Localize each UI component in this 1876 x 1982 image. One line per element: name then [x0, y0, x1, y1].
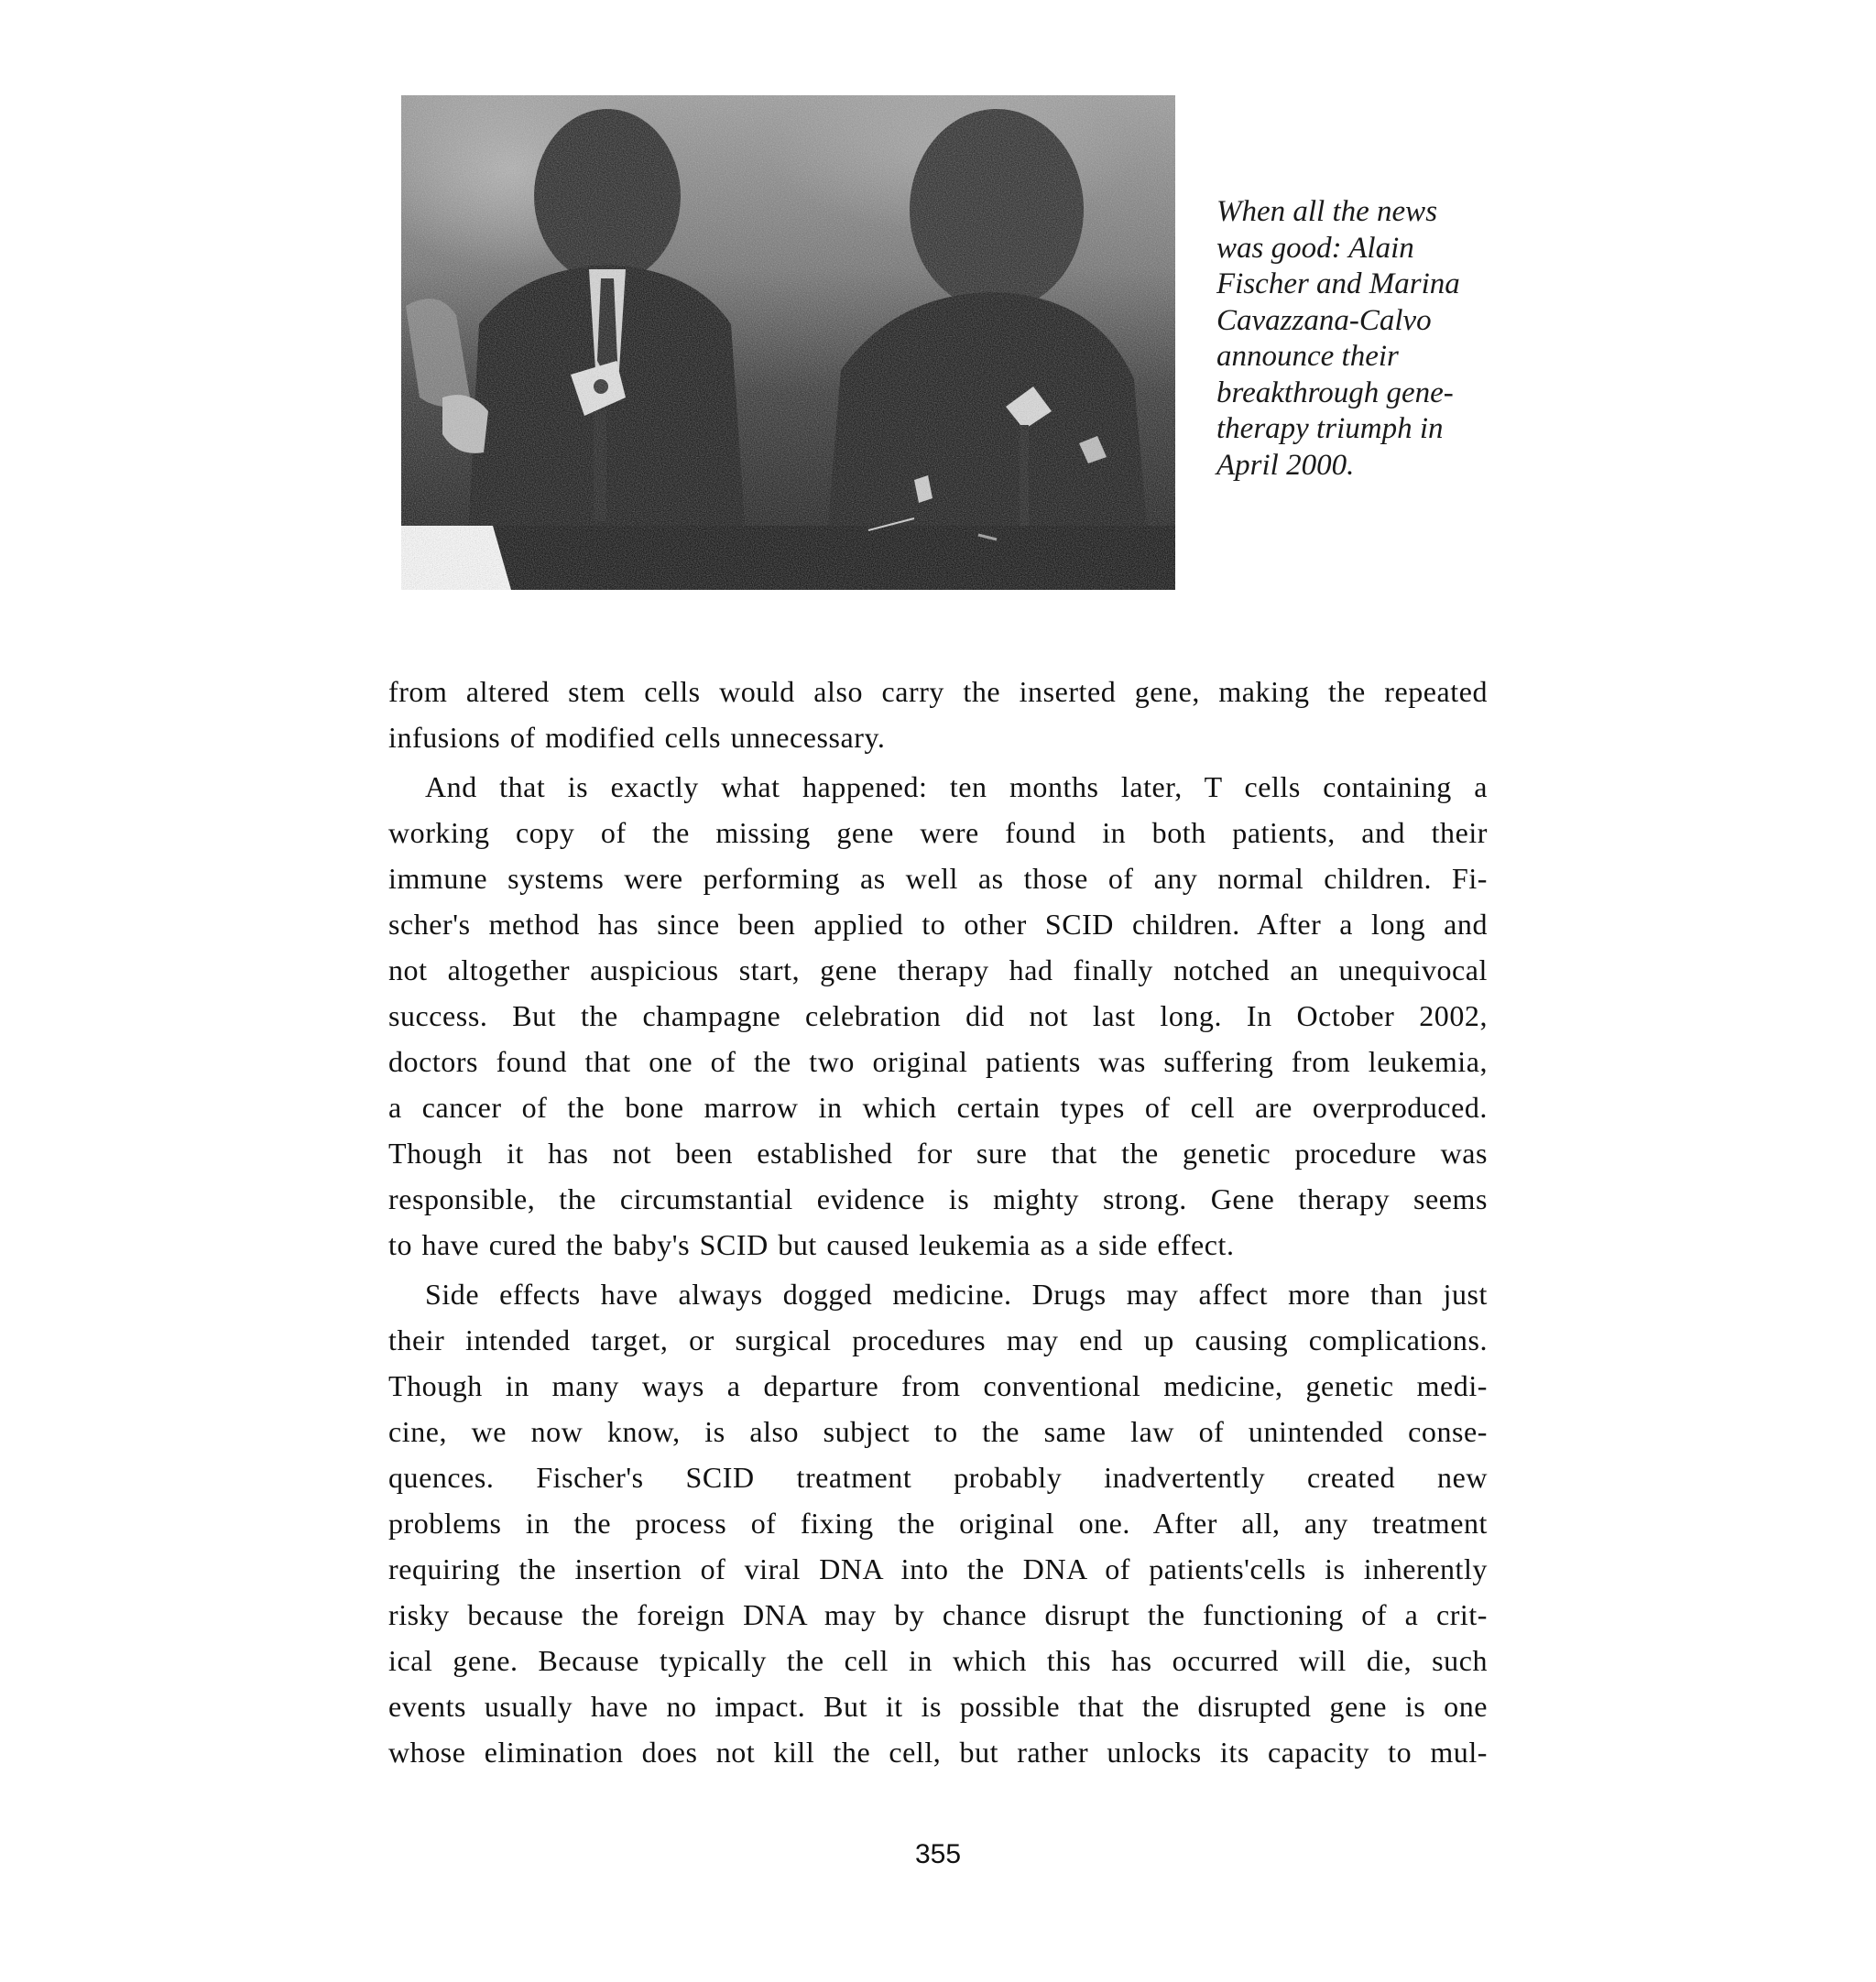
text-line: whose elimination does not kill the cell, but rather unlocks its capacity to mul-	[388, 1736, 1488, 1769]
text-line: responsible, the circumstantial evidence is mighty strong. Gene therapy seems	[388, 1182, 1488, 1215]
text-line: Though it has not been established for sure that the genetic procedure was	[388, 1137, 1488, 1170]
text-line: Though in many ways a departure from conventional medicine, genetic medi-	[388, 1369, 1488, 1402]
text-line: risky because the foreign DNA may by chance disrupt the functioning of a crit-	[388, 1598, 1488, 1631]
text-line: ical gene. Because typically the cell in which this has occurred will die, such	[388, 1644, 1488, 1677]
text-line: to have cured the baby's SCID but caused leukemia as a side effect.	[388, 1228, 1235, 1261]
text-line: doctors found that one of the two original patients was suffering from leukemia,	[388, 1045, 1488, 1078]
text-line: problems in the process of fixing the original one. After all, any treatment	[388, 1507, 1488, 1540]
caption-line: announce their	[1216, 340, 1399, 373]
paragraph-3	[388, 1271, 1488, 1775]
photo-illustration	[401, 95, 1175, 590]
caption-line: was good: Alain	[1216, 231, 1414, 265]
text-line: success. But the champagne celebration did not last long. In October 2002,	[388, 999, 1488, 1032]
caption-line: Fischer and Marina	[1216, 267, 1460, 300]
photo-caption	[1216, 194, 1491, 484]
text-line: requiring the insertion of viral DNA into the DNA of patients'cells is inherently	[388, 1552, 1488, 1585]
text-line: cine, we now know, is also subject to the same law of unintended conse-	[388, 1415, 1488, 1448]
press-conference-photo	[401, 95, 1175, 590]
text-line: Side effects have always dogged medicine. Drugs may affect more than just	[425, 1278, 1488, 1311]
text-line: immune systems were performing as well as those of any normal children. Fi-	[388, 862, 1488, 895]
caption-line: When all the news	[1216, 195, 1438, 228]
text-line: a cancer of the bone marrow in which certain types of cell are overproduced.	[388, 1091, 1488, 1124]
text-line: events usually have no impact. But it is possible that the disrupted gene is one	[388, 1690, 1488, 1723]
text-line: scher's method has since been applied to other SCID children. After a long and	[388, 908, 1488, 941]
caption-line: April 2000.	[1216, 448, 1355, 482]
text-line: And that is exactly what happened: ten months later, T cells containing a	[425, 770, 1488, 803]
body-text	[388, 669, 1488, 1775]
text-line: their intended target, or surgical procedures may end up causing complications.	[388, 1323, 1488, 1356]
text-line: infusions of modified cells unnecessary.	[388, 721, 886, 754]
caption-line: Cavazzana-Calvo	[1216, 303, 1432, 337]
caption-line: therapy triumph in	[1216, 412, 1444, 445]
page-number: 355	[914, 1839, 962, 1869]
caption-line: breakthrough gene-	[1216, 376, 1454, 409]
paragraph-2	[388, 764, 1488, 1268]
text-line: working copy of the missing gene were found in both patients, and their	[388, 816, 1488, 849]
paragraph-1	[388, 669, 1488, 760]
text-line: from altered stem cells would also carry the inserted gene, making the repeated	[388, 675, 1488, 708]
text-line: not altogether auspicious start, gene therapy had finally notched an unequivocal	[388, 953, 1488, 986]
text-line: quences. Fischer's SCID treatment probably inadvertently created new	[388, 1461, 1488, 1494]
